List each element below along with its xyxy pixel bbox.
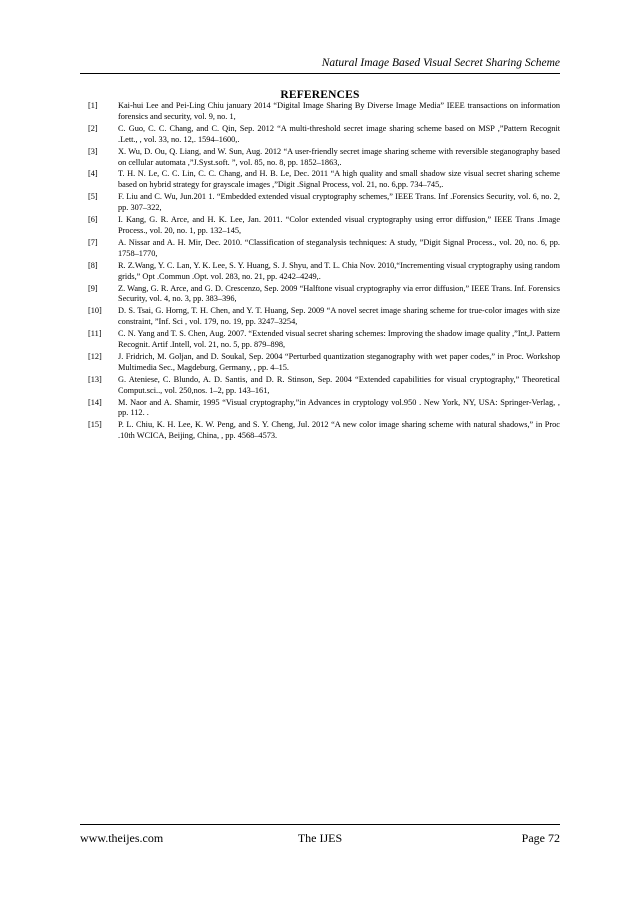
running-title: Natural Image Based Visual Secret Sharing Scheme [321,57,560,69]
reference-number: [7] [88,237,98,247]
reference-text: T. H. N. Le, C. C. Lin, C. C. Chang, and H. B. Le, Dec. 2011 “A high quality and small shadow size visual secret sharing scheme based on hybrid strategy for grayscale images ,”Digit .Signal Process, vol. 21, no. 6,pp. 734–745,. [118,169,560,190]
reference-number: [4] [88,169,98,179]
reference-number: [11] [88,329,102,339]
reference-item [88,284,560,306]
reference-text: D. S. Tsai, G. Horng, T. H. Chen, and Y. T. Huang, Sep. 2009 “A novel secret image sharing scheme for true-color images with size constraint, ”Inf. Sci , vol. 179, no. 19, pp. 3247–3254, [118,306,560,327]
reference-item [88,238,560,260]
reference-item [88,101,560,123]
website-link[interactable]: www.theijes.com [80,831,164,845]
reference-text: C. N. Yang and T. S. Chen, Aug. 2007. “Extended visual secret sharing schemes: Improving the shadow image quality ,”Int,J. Pattern Recognit. Artif .Intell, vol. 21, no. 5, pp. 879–898, [118,329,560,350]
reference-text: F. Liu and C. Wu, Jun.201 1. “Embedded extended visual cryptography schemes,” IEEE Trans. Inf .Forensics Security, vol. 6, no. 2, pp. 307–322, [118,192,560,213]
reference-number: [1] [88,101,98,110]
reference-text: I. Kang, G. R. Arce, and H. K. Lee, Jan. 2011. “Color extended visual cryptography using error diffusion,” IEEE Trans .Image Process., vol. 20, no. 1, pp. 132–145, [118,215,560,235]
reference-text: Kai-hui Lee and Pei-Ling Chiu january 2014 “Digital Image Sharing By Diverse Image Media” IEEE transactions on information forensics and security, vol. 9, no. 1, [118,101,560,121]
reference-number: [14] [88,397,102,407]
reference-number: [2] [88,123,98,133]
reference-number: [8] [88,260,98,270]
reference-text: C. Guo, C. C. Chang, and C. Qin, Sep. 2012 “A multi-threshold secret image sharing scheme based on MSP ,”Pattern Recognit .Lett., , vol. 33, no. 12,. 1594–1600,. [118,123,560,144]
reference-text: R. Z.Wang, Y. C. Lan, Y. K. Lee, S. Y. Huang, S. J. Shyu, and T. L. Chia Nov. 2010,“Incrementing visual cryptography using random grids,” Opt .Commun .Opt. vol. 283, no. 21, pp. 4242–4249,. [118,260,560,281]
reference-item [88,147,560,169]
references-heading: REFERENCES [280,89,360,101]
reference-number: [10] [88,306,102,316]
page-number: Page 72 [521,831,560,845]
reference-number: [3] [88,146,98,156]
reference-item [88,375,560,397]
reference-text: X. Wu, D. Ou, Q. Liang, and W. Sun, Aug. 2012 “A user-friendly secret image sharing scheme with reversible steganography based on cellular automata ,”J.Syst.soft. ”, vol. 85, no. 8, pp. 1852–1863,. [118,146,560,167]
reference-number: [6] [88,215,98,225]
page-header [80,57,560,69]
reference-item [88,398,560,420]
reference-item [88,215,560,237]
reference-item [88,420,560,442]
reference-number: [15] [88,420,102,430]
reference-number: [13] [88,374,102,384]
reference-text: Z. Wang, G. R. Arce, and G. D. Crescenzo, Sep. 2009 “Halftone visual cryptography via error diffusion,” IEEE Trans. Inf. Forensics Security, vol. 4, no. 3, pp. 383–396, [118,283,560,304]
reference-text: P. L. Chiu, K. H. Lee, K. W. Peng, and S. Y. Cheng, Jul. 2012 “A new color image sharing scheme with natural shadows,” in Proc .10th WCICA, Beijing, China, , pp. 4568–4573. [118,420,560,441]
journal-name: The IJES [297,831,343,845]
reference-number: [12] [88,351,102,361]
reference-list [88,101,560,443]
reference-number: [9] [88,283,98,293]
reference-item [88,124,560,146]
header-rule [80,73,560,74]
reference-text: M. Naor and A. Shamir, 1995 “Visual cryptography,”in Advances in cryptology vol.950 . New York, NY, USA: Springer-Verlag, , pp. 112. . [118,397,560,418]
reference-text: G. Ateniese, C. Blundo, A. D. Santis, and D. R. Stinson, Sep. 2004 “Extended capabilities for visual cryptography,” Theoretical Comput.sci.., vol. 250,nos. 1–2, pp. 143–161, [118,374,560,395]
reference-item [88,192,560,214]
reference-item [88,169,560,191]
reference-number: [5] [88,192,98,202]
footer-row [80,831,560,847]
footer-rule [80,824,560,825]
reference-item [88,261,560,283]
reference-text: J. Fridrich, M. Goljan, and D. Soukal, Sep. 2004 “Perturbed quantization steganography with wet paper codes,” in Proc. Workshop Multimedia Sec., Magdeburg, Germany, , pp. 4–15. [118,351,560,372]
reference-item [88,352,560,374]
reference-text: A. Nissar and A. H. Mir, Dec. 2010. “Classification of steganalysis techniques: A study, ”Digit Signal Process., vol. 20, no. 6, pp. 1758–1770, [118,237,560,258]
reference-item [88,306,560,328]
reference-item [88,329,560,351]
